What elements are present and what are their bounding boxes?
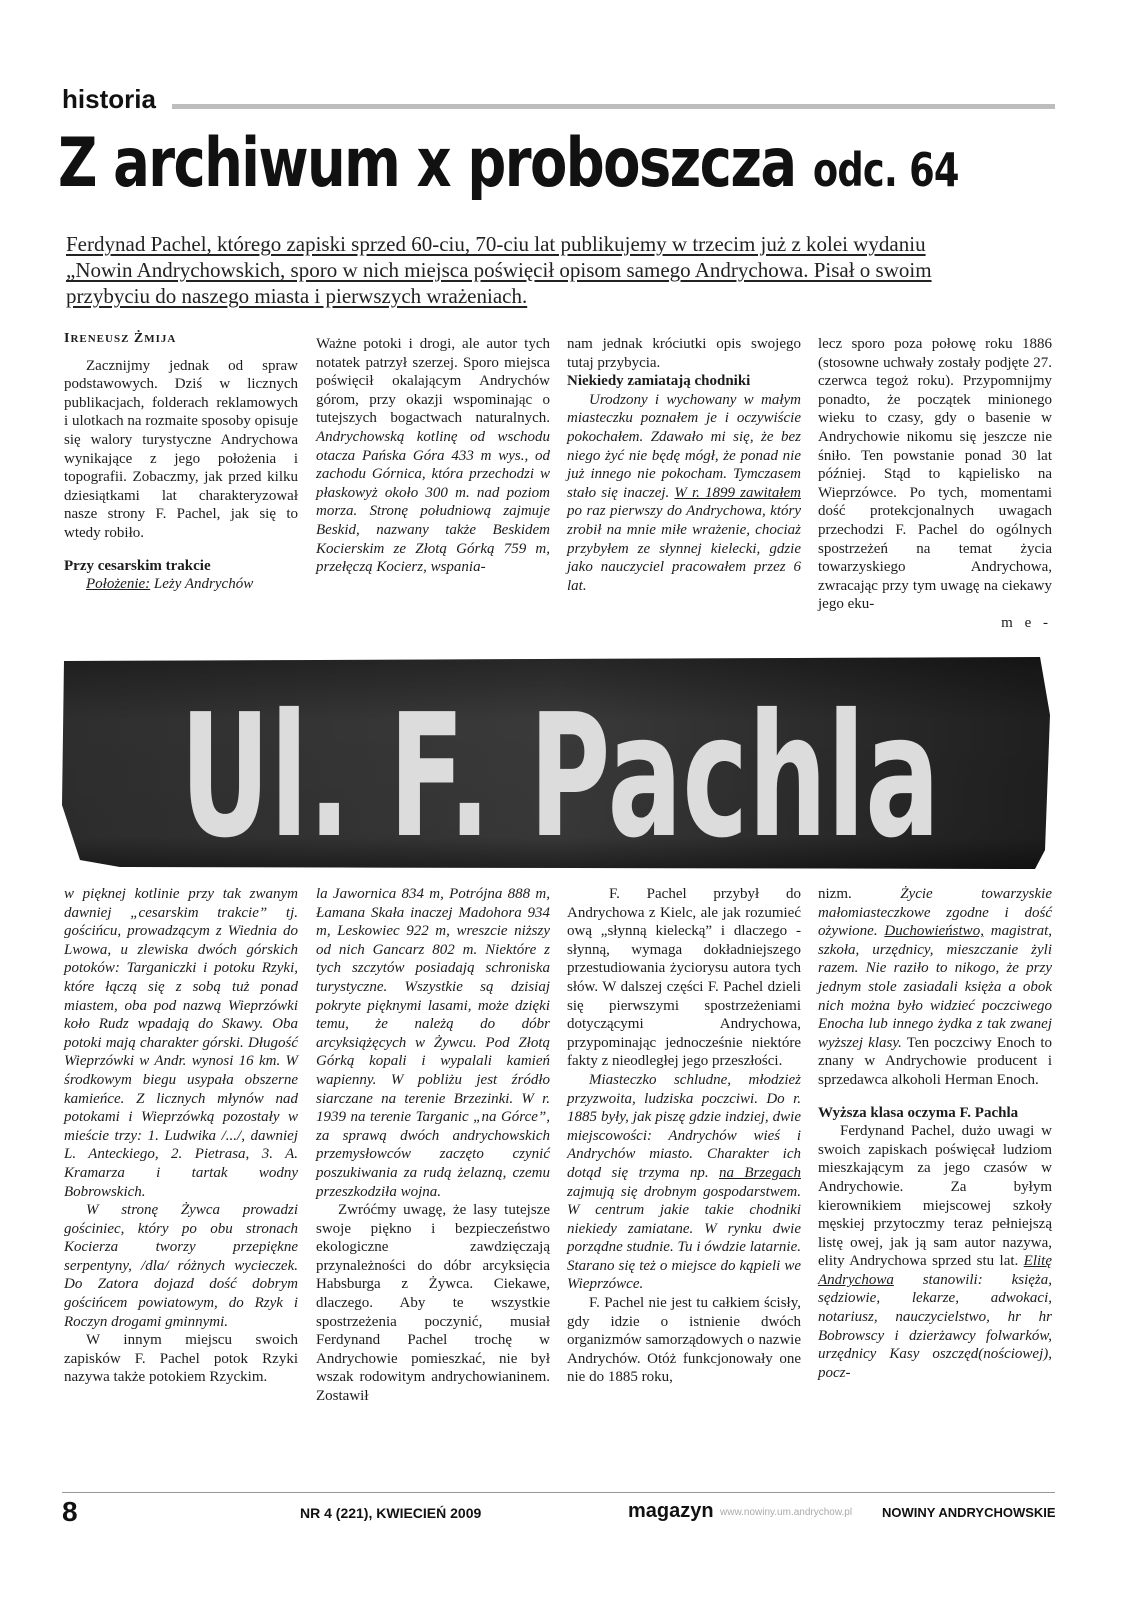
paragraph: la Jawornica 834 m, Potrójna 888 m, Łamana Skała inaczej Madohora 934 m, Leskowiec 922 m, wreszcie niższy od nich Gancarz 802 m. Niektóre z tych szczytów posiadają schroniska turystyczne. Wszystkie są dzisiaj pokryte pięknymi lasami, może dzięki temu, że należą do dóbr arcyksiążęcych w Żywcu. Pod Złotą Górką kopali i wypalali kamień wapienny. W pobliżu jest źródło siarczane na terenie Brzezinki. W r. 1939 na terenie Targanic „na Górce”, za sprawą dwóch andrychowskich przemysłowców zaczęto czynić poszukiwania za rudą żelazną, czemu przeszkodziła wojna. <box>316 886 550 1200</box>
section-rule <box>172 104 1055 109</box>
lead-line-3: przybyciu do naszego miasta i pierwszych wrażeniach. <box>66 284 528 308</box>
lead-line-2: „Nowin Andrychowskich, sporo w nich miejsca poświęcił opisom samego Andrychowa. Pisał o swoim <box>66 258 932 282</box>
bottom-column-1 <box>64 885 298 1387</box>
issue-info: NR 4 (221), KWIECIEŃ 2009 <box>300 1505 482 1521</box>
paragraph: F. Pachel nie jest tu całkiem ścisły, gdy idzie o istnienie dwóch organizmów samorządowych o nazwie Andrychów. Otóż funkcjonowały one nie do 1885 roku, <box>567 1295 801 1386</box>
title-episode: odc. 64 <box>812 143 959 197</box>
section-label: historia <box>62 84 156 114</box>
paragraph: Ferdynand Pachel, dużo uwagi w swoich zapiskach poświęcał ludziom mieszkającym za jego czasów w Andrychowie. Za byłym kierownikiem miejscowej szkoły męskiej przytoczmy teraz pełniejszą listę owej, jak ją sam autor nazywa, elity Andrychowa sprzed stu lat. Elitę Andrychowa stanowili: księża, sędziowie, lekarze, adwokaci, notariusz, nauczycielstwo, hr hr Bobrowscy i dzierżawcy folwarków, urzędnicy Kasy oszczęd(nościowej), pocz- <box>818 1123 1052 1381</box>
paragraph: Położenie: Leży Andrychów <box>86 576 254 593</box>
paragraph: nizm. Życie towarzyskie małomiasteczkowe zgodne i dość ożywione. Duchowieństwo, magistrat, szkoła, urzędnicy, mieszczanie żyli razem. Nie raziło to nikogo, że przy jednym stole zasiadali księża a obok nich można było widzieć poczciwego Enocha lub innego żydka z tak zwanej wyższej klasy. Ten poczciwy Enoch to znany w Andrychowie producent i sprzedawca alkoholi Herman Enoch. <box>818 886 1052 1088</box>
publication-name: NOWINY ANDRYCHOWSKIE <box>882 1505 1056 1520</box>
paragraph: Zacznijmy jednak od spraw podstawowych. Dziś w licznych publikacjach, folderach reklamowych i ulotkach na rozmaite sposoby opisuje się walory turystyczne Andrychowa wynikające z jego położenia i topografii. Zobaczmy, jak przed kilku dziesiątkami lat charakteryzował nasze strony F. Pachel, jak się to wtedy robiło. <box>64 357 298 541</box>
footer-rule <box>62 1492 1055 1493</box>
bottom-column-2 <box>316 885 550 1406</box>
hyphen-tail: m e - <box>1001 614 1052 631</box>
page-number: 8 <box>62 1496 78 1527</box>
paragraph: W stronę Żywca prowadzi gościniec, który po obu stronach Kocierza tworzy przepiękne serpentyny, /dla/ różnych wycieczek. Do Zatora dojazd dość dobrym gościńcem powiatowym, do Rzyk i Roczyn drogami gminnymi. <box>64 1202 298 1330</box>
paragraph: Ważne potoki i drogi, ale autor tych notatek patrzył szerzej. Sporo miejsca poświęcił okalającym Andrychów górom, przy okazji wspominając o tutejszych bogactwach naturalnych. Andrychowską kotlinę od wschodu otacza Pańska Góra 433 m wys., od zachodu Górnica, która przechodzi w płaskowyż około 300 m. nad poziom morza. Stronę południową zajmuje Beskid, nazwany także Beskidem Kocierskim ze Złotą Górką 759 m, przełęczą Kocierz, wspania- <box>316 336 550 576</box>
sign-text: Ul. F. Pachla <box>180 678 940 873</box>
paragraph: w pięknej kotlinie przy tak zwanym dawniej „cesarskim trakcie” tj. gościńcu, prowadzącym z Wiednia do Lwowa, u zlewiska dwóch górskich potoków: Targaniczki i potoku Rzyki, które łączą się z sobą tuż ponad miastem, oba pod nazwą Wieprzówki koło Rudz wpadają do Skawy. Oba potoki mają charakter górski. Długość Wieprzówki w Andr. wynosi 16 km. W środkowym biegu usypała obszerne kamieńce. Z licznych młynów nad potokami i Wieprzówką pozostały w mieście trzy: 1. Ludwika /.../, dawniej L. Anteckiego, 2. Pietrasa, 3. A. Kramarza i tartak wodny Bobrowskich. <box>64 886 298 1200</box>
top-column-1 <box>64 330 298 594</box>
paragraph: lecz sporo poza połowę roku 1886 (stosowne uchwały zostały podjęte 27. czerwca tegoż roku). Przypomnijmy ponadto, że początek minionego wieku to czasy, gdy o basenie w Andrychowie nikomu się jeszcze nie śniło. Ten powstanie ponad 30 lat później. Stąd to kąpielisko na Wieprzówce. Po tych, momentami dość protekcjonalnych uwagach przechodzi F. Pachel do ogólnych spostrzeżeń na temat życia towarzyskiego Andrychowa, zwracając przy tym uwagę na ciekawy jego eku- <box>818 336 1052 613</box>
paragraph: W innym miejscu swoich zapisków F. Pachel potok Rzyki nazywa także potokiem Rzyckim. <box>64 1332 298 1386</box>
street-sign-image <box>60 655 1052 873</box>
paragraph: Miasteczko schludne, młodzież przyzwoita, ludziska poczciwi. Do r. 1885 były, jak piszę gdzie indziej, dwie miejscowości: Andrychów wieś i Andrychów miasto. Charakter ich dotąd się trzyma np. na Brzegach zajmują się drobnym gospodarstwem. W centrum jakie takie chodniki niekiedy zamiatane. W rynku dwie porządne studnie. Tu i ówdzie latarnie. Starano się też o miejsce do kąpieli we Wieprzówce. <box>567 1071 801 1293</box>
paragraph: Zwróćmy uwagę, że lasy tutejsze swoje piękno i bezpieczeństwo ekologiczne zawdzięczają przynależności do dóbr arcyksięcia Habsburga z Żywca. Ciekawe, dlaczego. Aby te wszystkie spostrzeżenia poczynić, musiał Ferdynand Pachel trochę w Andrychowie pomieszkać, nie był wszak rodowitym andrychowianinem. Zostawił <box>316 1202 550 1405</box>
website-url: www.nowiny.um.andrychow.pl <box>720 1507 853 1518</box>
lead-paragraph <box>66 231 1054 309</box>
bottom-column-4 <box>818 885 1052 1382</box>
author-byline: IRENEUSZ ŻMIJA <box>64 331 177 346</box>
bottom-column-3 <box>567 885 801 1387</box>
street-sign-photo <box>60 655 1052 873</box>
article-title <box>58 124 959 203</box>
subheading-wyzsza-klasa: Wyższa klasa oczyma F. Pachla <box>818 1104 1019 1121</box>
title-main: Z archiwum x proboszcza <box>58 124 796 203</box>
subheading-chodniki: Niekiedy zamiatają chodniki <box>567 373 751 390</box>
top-column-4 <box>818 335 1052 633</box>
paragraph: nam jednak króciutki opis swojego tutaj przybycia. <box>567 336 801 371</box>
lead-line-1: Ferdynad Pachel, którego zapiski sprzed 60-ciu, 70-ciu lat publikujemy w trzecim już z kolei wydaniu <box>66 232 926 256</box>
top-column-2 <box>316 335 550 577</box>
subheading-cesarski: Przy cesarskim trakcie <box>64 557 211 574</box>
magazine-label: magazyn <box>628 1500 714 1522</box>
paragraph: Urodzony i wychowany w małym miasteczku poznałem je i oczywiście pokochałem. Zdawało mi się, że bez niego żyć nie będę mógł, że ponad nie już innego nie pokocham. Tymczasem stało się inaczej. W r. 1899 zawitałem po raz pierwszy do Andrychowa, który zrobił na mnie miłe wrażenie, chociaż przybyłem ze słynnej kielecki, gdzie jako nauczyciel pracowałem przez 6 lat. <box>567 391 801 594</box>
paragraph: F. Pachel przybył do Andrychowa z Kielc, ale jak rozumieć ową „słynną kielecką” i dlaczego - słynną, wymaga dokładniejszego przestudiowania życiorysu autora tych słów. W dalszej części F. Pachel dzieli się pierwszymi spostrzeżeniami dotyczącymi Andrychowa, przypominając jednocześnie niektóre fakty z nieodległej jego przeszłości. <box>567 886 801 1070</box>
top-column-3 <box>567 335 801 595</box>
